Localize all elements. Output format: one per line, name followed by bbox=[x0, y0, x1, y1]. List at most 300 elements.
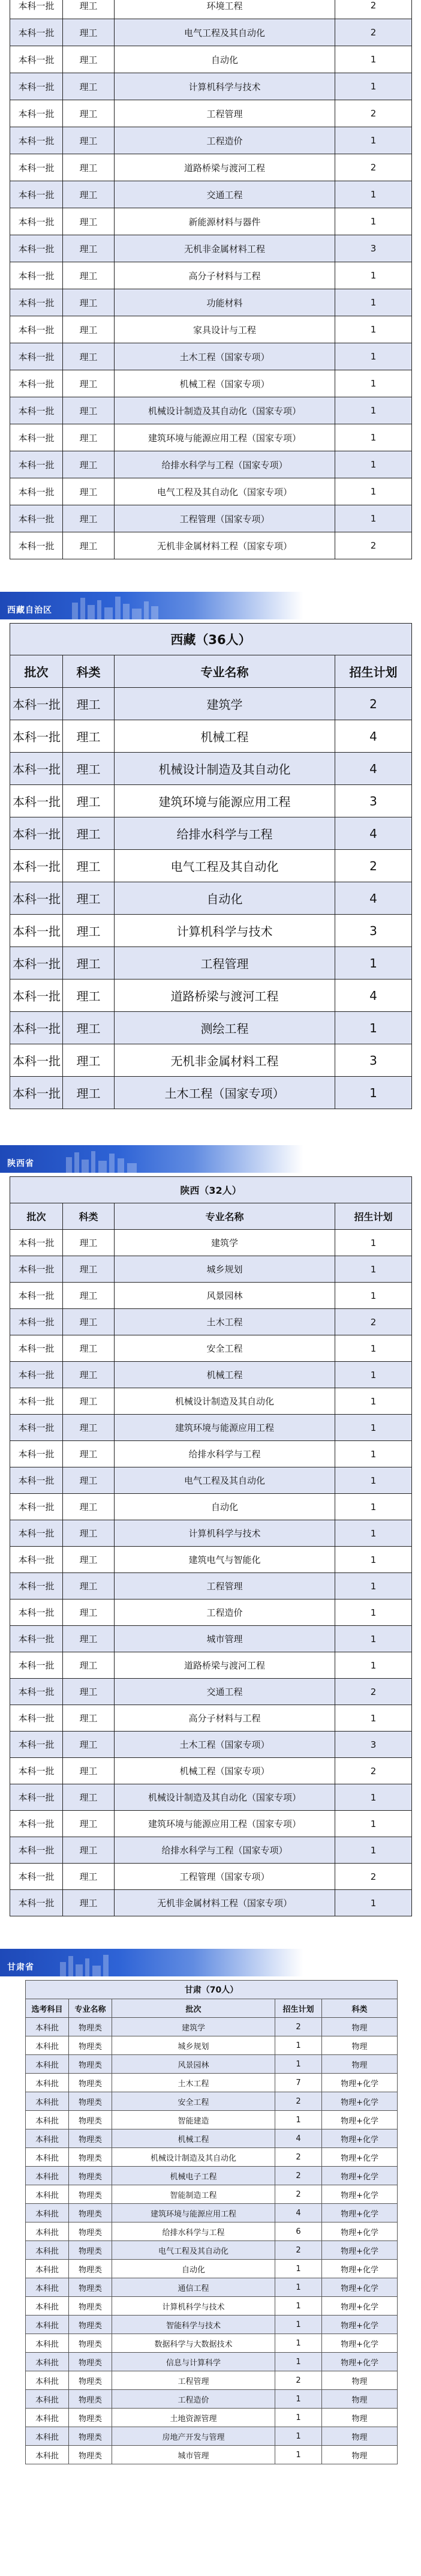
cell-category: 理工 bbox=[63, 915, 115, 947]
cell-batch: 本科一批 bbox=[10, 532, 63, 559]
cell-plan: 1 bbox=[335, 1283, 412, 1309]
table-row bbox=[10, 235, 412, 262]
cell-plan: 2 bbox=[335, 1758, 412, 1784]
cell-batch: 本科一批 bbox=[10, 1890, 63, 1916]
cell-major-type: 物理类 bbox=[69, 2111, 112, 2129]
cell-major: 建筑环境与能源应用工程 bbox=[115, 1415, 335, 1441]
cell-subject: 本科批 bbox=[26, 2260, 69, 2278]
header-plan: 招生计划 bbox=[335, 1203, 412, 1230]
cell-major: 建筑环境与能源应用工程 bbox=[115, 785, 335, 817]
cell-batch: 本科一批 bbox=[10, 1599, 63, 1626]
cell-subject: 本科批 bbox=[26, 2353, 69, 2371]
cell-category: 理工 bbox=[63, 1012, 115, 1044]
section-gansu bbox=[0, 1949, 421, 2464]
cell-major-type: 物理类 bbox=[69, 2036, 112, 2055]
cell-major: 数据科学与大数据技术 bbox=[112, 2334, 275, 2353]
cell-plan: 2 bbox=[335, 100, 412, 127]
cell-major: 道路桥梁与渡河工程 bbox=[115, 1652, 335, 1679]
table-row bbox=[26, 2446, 398, 2464]
header-batch: 批次 bbox=[10, 655, 63, 688]
cell-category: 物理+化学 bbox=[322, 2204, 398, 2222]
cell-plan: 2 bbox=[335, 1309, 412, 1335]
cell-major: 机械工程（国家专项） bbox=[115, 370, 335, 397]
cell-major: 建筑环境与能源应用工程 bbox=[112, 2204, 275, 2222]
cell-major: 机械电子工程 bbox=[112, 2167, 275, 2185]
cell-batch: 本科一批 bbox=[10, 1415, 63, 1441]
table-row bbox=[26, 2204, 398, 2222]
table-row bbox=[10, 154, 412, 181]
header-category: 科类 bbox=[322, 1999, 398, 2018]
cell-subject: 本科批 bbox=[26, 2074, 69, 2092]
cell-plan: 1 bbox=[335, 1705, 412, 1732]
cell-major-type: 物理类 bbox=[69, 2316, 112, 2334]
table-title: 西藏（36人） bbox=[10, 624, 412, 655]
cell-plan: 1 bbox=[335, 127, 412, 154]
province-banner-tibet bbox=[0, 592, 421, 619]
table-row bbox=[26, 2353, 398, 2371]
cell-category: 理工 bbox=[63, 1077, 115, 1109]
cell-batch: 本科一批 bbox=[10, 1679, 63, 1705]
cell-major: 高分子材料与工程 bbox=[115, 1705, 335, 1732]
table-title: 陕西（32人） bbox=[10, 1177, 412, 1203]
table-row bbox=[10, 1784, 412, 1811]
table-row bbox=[10, 1494, 412, 1520]
cell-subject: 本科批 bbox=[26, 2371, 69, 2390]
table-row bbox=[10, 1679, 412, 1705]
cell-category: 物理+化学 bbox=[322, 2092, 398, 2111]
cell-plan: 3 bbox=[335, 235, 412, 262]
table-row bbox=[10, 289, 412, 316]
cell-category: 理工 bbox=[63, 154, 115, 181]
admission-table-gansu bbox=[25, 1980, 398, 2464]
table-row bbox=[10, 1599, 412, 1626]
cell-category: 理工 bbox=[63, 262, 115, 289]
cell-batch: 本科一批 bbox=[10, 980, 63, 1012]
cell-category: 物理+化学 bbox=[322, 2297, 398, 2316]
cell-subject: 本科批 bbox=[26, 2278, 69, 2297]
cell-major: 给排水科学与工程（国家专项） bbox=[115, 451, 335, 478]
cell-batch: 本科一批 bbox=[10, 127, 63, 154]
cell-category: 物理 bbox=[322, 2446, 398, 2464]
cell-batch: 本科一批 bbox=[10, 1362, 63, 1388]
cell-major: 工程管理（国家专项） bbox=[115, 1864, 335, 1890]
cell-plan: 1 bbox=[335, 73, 412, 100]
cell-plan: 2 bbox=[335, 0, 412, 19]
cell-batch: 本科一批 bbox=[10, 1520, 63, 1547]
cell-batch: 本科一批 bbox=[10, 208, 63, 235]
cell-plan: 4 bbox=[335, 817, 412, 850]
cell-batch: 本科一批 bbox=[10, 1012, 63, 1044]
cell-batch: 本科一批 bbox=[10, 19, 63, 46]
table-row bbox=[10, 1230, 412, 1256]
cell-batch: 本科一批 bbox=[10, 720, 63, 753]
cell-category: 物理+化学 bbox=[322, 2148, 398, 2167]
cell-batch: 本科一批 bbox=[10, 1732, 63, 1758]
table-row bbox=[26, 2148, 398, 2167]
cell-major: 安全工程 bbox=[112, 2092, 275, 2111]
cell-major-type: 物理类 bbox=[69, 2446, 112, 2464]
cell-plan: 1 bbox=[335, 1494, 412, 1520]
cell-plan: 4 bbox=[335, 980, 412, 1012]
cell-category: 物理 bbox=[322, 2409, 398, 2427]
cell-major: 道路桥梁与渡河工程 bbox=[115, 154, 335, 181]
cell-batch: 本科一批 bbox=[10, 1784, 63, 1811]
cell-major: 交通工程 bbox=[115, 1679, 335, 1705]
cell-major: 土木工程（国家专项） bbox=[115, 1077, 335, 1109]
cell-category: 物理+化学 bbox=[322, 2241, 398, 2260]
cell-category: 理工 bbox=[63, 1547, 115, 1573]
cell-category: 理工 bbox=[63, 370, 115, 397]
cell-plan: 1 bbox=[335, 451, 412, 478]
cell-category: 物理 bbox=[322, 2427, 398, 2446]
cell-batch: 本科一批 bbox=[10, 370, 63, 397]
cell-major: 计算机科学与技术 bbox=[115, 73, 335, 100]
table-row bbox=[10, 980, 412, 1012]
cell-batch: 本科一批 bbox=[10, 100, 63, 127]
cell-batch: 本科一批 bbox=[10, 1441, 63, 1467]
cell-category: 理工 bbox=[63, 1415, 115, 1441]
table-title: 甘肃（70人） bbox=[26, 1981, 398, 1999]
cell-major: 交通工程 bbox=[115, 181, 335, 208]
cell-major-type: 物理类 bbox=[69, 2260, 112, 2278]
cell-major-type: 物理类 bbox=[69, 2055, 112, 2074]
cell-major: 自动化 bbox=[115, 46, 335, 73]
cell-plan: 1 bbox=[335, 370, 412, 397]
cell-major-type: 物理类 bbox=[69, 2278, 112, 2297]
cell-category: 理工 bbox=[63, 343, 115, 370]
cell-subject: 本科批 bbox=[26, 2204, 69, 2222]
cell-plan: 3 bbox=[335, 785, 412, 817]
cell-major: 城乡规划 bbox=[115, 1256, 335, 1283]
cell-category: 理工 bbox=[63, 424, 115, 451]
cell-plan: 4 bbox=[335, 720, 412, 753]
cell-category: 理工 bbox=[63, 100, 115, 127]
cell-plan: 1 bbox=[335, 478, 412, 505]
cell-subject: 本科批 bbox=[26, 2148, 69, 2167]
cell-plan: 2 bbox=[275, 2167, 322, 2185]
cell-plan: 4 bbox=[335, 753, 412, 785]
table-row bbox=[10, 181, 412, 208]
cell-major: 家具设计与工程 bbox=[115, 316, 335, 343]
cell-major: 机械工程 bbox=[112, 2129, 275, 2148]
cell-major-type: 物理类 bbox=[69, 2074, 112, 2092]
cell-plan: 2 bbox=[275, 2185, 322, 2204]
header-batch: 批次 bbox=[10, 1203, 63, 1230]
cell-plan: 1 bbox=[335, 947, 412, 980]
cell-category: 理工 bbox=[63, 1283, 115, 1309]
cell-plan: 7 bbox=[275, 2074, 322, 2092]
cell-category: 理工 bbox=[63, 316, 115, 343]
table-row bbox=[10, 817, 412, 850]
table-row bbox=[10, 785, 412, 817]
cell-plan: 1 bbox=[335, 1230, 412, 1256]
cell-major: 建筑学 bbox=[112, 2018, 275, 2036]
cell-major: 智能制造工程 bbox=[112, 2185, 275, 2204]
table-row bbox=[10, 1256, 412, 1283]
cell-plan: 1 bbox=[275, 2446, 322, 2464]
cell-subject: 本科批 bbox=[26, 2167, 69, 2185]
cell-batch: 本科一批 bbox=[10, 73, 63, 100]
cell-batch: 本科一批 bbox=[10, 181, 63, 208]
table-row bbox=[10, 947, 412, 980]
cell-category: 理工 bbox=[63, 1441, 115, 1467]
cell-category: 理工 bbox=[63, 397, 115, 424]
cell-category: 理工 bbox=[63, 181, 115, 208]
cell-batch: 本科一批 bbox=[10, 343, 63, 370]
admission-table-tibet bbox=[10, 623, 412, 1109]
cell-plan: 2 bbox=[275, 2092, 322, 2111]
cell-major-type: 物理类 bbox=[69, 2427, 112, 2446]
table-row bbox=[10, 46, 412, 73]
cell-major: 机械工程 bbox=[115, 720, 335, 753]
cell-subject: 本科批 bbox=[26, 2092, 69, 2111]
cell-category: 理工 bbox=[63, 1362, 115, 1388]
cell-plan: 1 bbox=[335, 424, 412, 451]
cell-subject: 本科批 bbox=[26, 2409, 69, 2427]
table-row bbox=[10, 1758, 412, 1784]
cell-plan: 1 bbox=[335, 316, 412, 343]
cell-major: 电气工程及其自动化 bbox=[115, 1467, 335, 1494]
admission-table-previous bbox=[10, 0, 412, 559]
table-row bbox=[10, 343, 412, 370]
cell-major: 自动化 bbox=[112, 2260, 275, 2278]
cell-batch: 本科一批 bbox=[10, 1652, 63, 1679]
cell-category: 理工 bbox=[63, 688, 115, 720]
cell-major: 高分子材料与工程 bbox=[115, 262, 335, 289]
cell-plan: 3 bbox=[335, 1732, 412, 1758]
cell-major-type: 物理类 bbox=[69, 2222, 112, 2241]
cell-plan: 1 bbox=[335, 1837, 412, 1864]
cell-category: 物理+化学 bbox=[322, 2260, 398, 2278]
cell-plan: 6 bbox=[275, 2222, 322, 2241]
cell-category: 理工 bbox=[63, 1256, 115, 1283]
cell-plan: 1 bbox=[335, 1335, 412, 1362]
table-row bbox=[26, 2278, 398, 2297]
cell-major: 无机非金属材料工程（国家专项） bbox=[115, 1890, 335, 1916]
cell-major: 测绘工程 bbox=[115, 1012, 335, 1044]
cell-category: 理工 bbox=[63, 1626, 115, 1652]
table-row bbox=[10, 1626, 412, 1652]
cell-plan: 1 bbox=[275, 2427, 322, 2446]
cell-major: 土木工程 bbox=[115, 1309, 335, 1335]
cell-category: 理工 bbox=[63, 720, 115, 753]
table-row bbox=[10, 73, 412, 100]
cell-plan: 2 bbox=[275, 2371, 322, 2390]
cell-plan: 1 bbox=[275, 2055, 322, 2074]
table-row bbox=[10, 1864, 412, 1890]
cell-category: 理工 bbox=[63, 1864, 115, 1890]
cell-major: 土木工程（国家专项） bbox=[115, 343, 335, 370]
cell-plan: 1 bbox=[335, 505, 412, 532]
cell-batch: 本科一批 bbox=[10, 478, 63, 505]
table-row bbox=[26, 2409, 398, 2427]
cell-major: 工程造价 bbox=[115, 127, 335, 154]
cell-category: 理工 bbox=[63, 1573, 115, 1599]
cell-major-type: 物理类 bbox=[69, 2409, 112, 2427]
cell-major: 建筑电气与智能化 bbox=[115, 1547, 335, 1573]
table-row bbox=[10, 1573, 412, 1599]
table-row bbox=[10, 882, 412, 915]
cell-major: 给排水科学与工程 bbox=[112, 2222, 275, 2241]
cell-major-type: 物理类 bbox=[69, 2334, 112, 2353]
cell-plan: 4 bbox=[335, 882, 412, 915]
header-subject: 选考科目 bbox=[26, 1999, 69, 2018]
table-row bbox=[26, 2427, 398, 2446]
cell-plan: 1 bbox=[335, 397, 412, 424]
table-row bbox=[10, 100, 412, 127]
cell-category: 理工 bbox=[63, 1732, 115, 1758]
table-row bbox=[10, 1309, 412, 1335]
cell-category: 理工 bbox=[63, 1335, 115, 1362]
cell-major-type: 物理类 bbox=[69, 2390, 112, 2409]
cell-batch: 本科一批 bbox=[10, 235, 63, 262]
cell-subject: 本科批 bbox=[26, 2446, 69, 2464]
cell-category: 理工 bbox=[63, 1044, 115, 1077]
table-row bbox=[10, 505, 412, 532]
header-plan: 招生计划 bbox=[275, 1999, 322, 2018]
table-row bbox=[10, 915, 412, 947]
cell-category: 理工 bbox=[63, 1652, 115, 1679]
skyline-decoration-icon bbox=[0, 1949, 421, 1976]
cell-major: 房地产开发与管理 bbox=[112, 2427, 275, 2446]
cell-plan: 1 bbox=[335, 1077, 412, 1109]
cell-plan: 1 bbox=[275, 2353, 322, 2371]
table-row bbox=[10, 1077, 412, 1109]
cell-subject: 本科批 bbox=[26, 2427, 69, 2446]
cell-batch: 本科一批 bbox=[10, 817, 63, 850]
cell-major: 机械设计制造及其自动化 bbox=[115, 1388, 335, 1415]
header-major: 专业名称 bbox=[115, 655, 335, 688]
table-row bbox=[10, 1415, 412, 1441]
cell-batch: 本科一批 bbox=[10, 1283, 63, 1309]
cell-subject: 本科批 bbox=[26, 2222, 69, 2241]
cell-batch: 本科一批 bbox=[10, 46, 63, 73]
province-banner-title: 陕西省 bbox=[7, 1159, 34, 1169]
cell-batch: 本科一批 bbox=[10, 1758, 63, 1784]
cell-plan: 1 bbox=[275, 2260, 322, 2278]
table-row bbox=[26, 2371, 398, 2390]
cell-category: 理工 bbox=[63, 1467, 115, 1494]
cell-category: 理工 bbox=[63, 1705, 115, 1732]
cell-category: 理工 bbox=[63, 1758, 115, 1784]
cell-major: 环境工程 bbox=[115, 0, 335, 19]
cell-category: 理工 bbox=[63, 1890, 115, 1916]
cell-category: 物理+化学 bbox=[322, 2111, 398, 2129]
cell-subject: 本科批 bbox=[26, 2185, 69, 2204]
cell-plan: 2 bbox=[335, 1679, 412, 1705]
header-category: 科类 bbox=[63, 1203, 115, 1230]
cell-plan: 2 bbox=[275, 2148, 322, 2167]
table-row bbox=[10, 370, 412, 397]
cell-major: 通信工程 bbox=[112, 2278, 275, 2297]
cell-major: 无机非金属材料工程（国家专项） bbox=[115, 532, 335, 559]
table-row bbox=[10, 1520, 412, 1547]
table-row bbox=[10, 1547, 412, 1573]
table-row bbox=[10, 262, 412, 289]
table-row bbox=[10, 1467, 412, 1494]
table-row bbox=[26, 2260, 398, 2278]
cell-major: 工程造价 bbox=[112, 2390, 275, 2409]
cell-major: 机械设计制造及其自动化（国家专项） bbox=[115, 397, 335, 424]
cell-batch: 本科一批 bbox=[10, 1494, 63, 1520]
cell-major: 机械工程 bbox=[115, 1362, 335, 1388]
cell-major-type: 物理类 bbox=[69, 2204, 112, 2222]
cell-plan: 1 bbox=[275, 2297, 322, 2316]
cell-category: 理工 bbox=[63, 19, 115, 46]
cell-major-type: 物理类 bbox=[69, 2167, 112, 2185]
cell-batch: 本科一批 bbox=[10, 1626, 63, 1652]
cell-major: 工程管理 bbox=[115, 947, 335, 980]
cell-batch: 本科一批 bbox=[10, 1256, 63, 1283]
cell-batch: 本科一批 bbox=[10, 753, 63, 785]
cell-major: 电气工程及其自动化 bbox=[112, 2241, 275, 2260]
cell-subject: 本科批 bbox=[26, 2111, 69, 2129]
cell-batch: 本科一批 bbox=[10, 1705, 63, 1732]
cell-major-type: 物理类 bbox=[69, 2353, 112, 2371]
table-row bbox=[10, 451, 412, 478]
cell-major: 计算机科学与技术 bbox=[115, 915, 335, 947]
cell-plan: 1 bbox=[335, 262, 412, 289]
cell-batch: 本科一批 bbox=[10, 154, 63, 181]
cell-major: 电气工程及其自动化 bbox=[115, 19, 335, 46]
cell-category: 理工 bbox=[63, 451, 115, 478]
cell-subject: 本科批 bbox=[26, 2129, 69, 2148]
section-previous-province bbox=[0, 0, 421, 559]
skyline-decoration-icon bbox=[0, 592, 421, 619]
cell-plan: 2 bbox=[335, 19, 412, 46]
cell-batch: 本科一批 bbox=[10, 316, 63, 343]
cell-major: 信息与计算科学 bbox=[112, 2353, 275, 2371]
cell-category: 理工 bbox=[63, 289, 115, 316]
table-row bbox=[10, 478, 412, 505]
cell-major: 无机非金属材料工程 bbox=[115, 235, 335, 262]
cell-major: 给排水科学与工程（国家专项） bbox=[115, 1837, 335, 1864]
cell-plan: 2 bbox=[335, 1864, 412, 1890]
cell-major-type: 物理类 bbox=[69, 2241, 112, 2260]
cell-category: 物理+化学 bbox=[322, 2316, 398, 2334]
table-row bbox=[10, 1837, 412, 1864]
cell-plan: 1 bbox=[335, 1547, 412, 1573]
section-shaanxi bbox=[0, 1145, 421, 1916]
table-row bbox=[10, 1705, 412, 1732]
cell-batch: 本科一批 bbox=[10, 1335, 63, 1362]
cell-category: 理工 bbox=[63, 0, 115, 19]
cell-category: 理工 bbox=[63, 882, 115, 915]
province-banner-title: 西藏自治区 bbox=[7, 606, 52, 615]
table-row bbox=[10, 127, 412, 154]
cell-category: 物理+化学 bbox=[322, 2222, 398, 2241]
header-batch: 批次 bbox=[112, 1999, 275, 2018]
table-row bbox=[26, 2334, 398, 2353]
cell-major: 功能材料 bbox=[115, 289, 335, 316]
table-row bbox=[10, 1012, 412, 1044]
table-row bbox=[10, 1283, 412, 1309]
header-category: 科类 bbox=[63, 655, 115, 688]
cell-plan: 1 bbox=[335, 208, 412, 235]
cell-plan: 1 bbox=[335, 1890, 412, 1916]
cell-category: 理工 bbox=[63, 532, 115, 559]
cell-major-type: 物理类 bbox=[69, 2018, 112, 2036]
cell-plan: 1 bbox=[275, 2409, 322, 2427]
cell-major: 工程管理 bbox=[112, 2371, 275, 2390]
table-row bbox=[10, 720, 412, 753]
cell-subject: 本科批 bbox=[26, 2036, 69, 2055]
cell-plan: 1 bbox=[335, 1256, 412, 1283]
cell-category: 理工 bbox=[63, 1494, 115, 1520]
cell-batch: 本科一批 bbox=[10, 0, 63, 19]
cell-major-type: 物理类 bbox=[69, 2185, 112, 2204]
cell-batch: 本科一批 bbox=[10, 947, 63, 980]
